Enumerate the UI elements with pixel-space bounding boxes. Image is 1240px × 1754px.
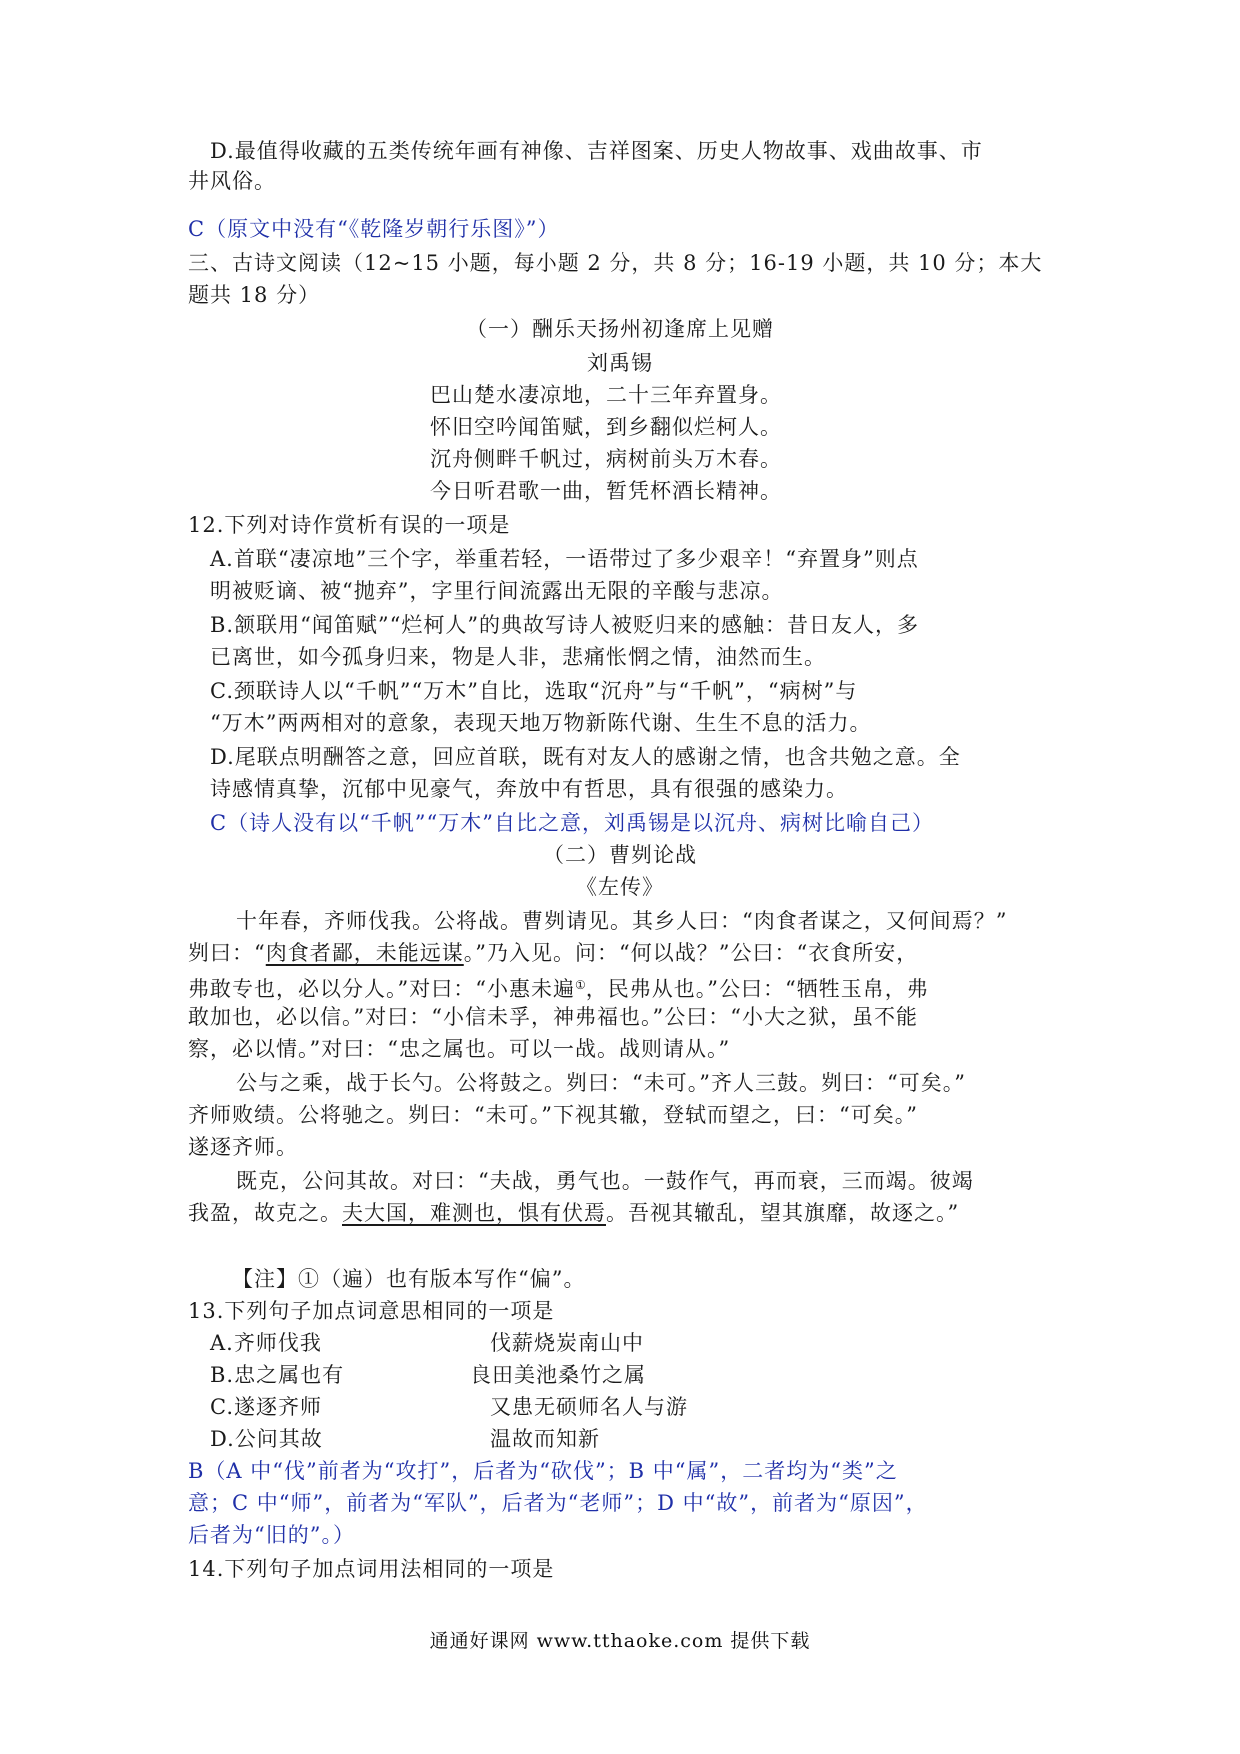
q13-option-left: A.齐师伐我 bbox=[210, 1331, 322, 1355]
q12-stem: 12.下列对诗作赏析有误的一项是 bbox=[188, 513, 511, 537]
q13-option-right: 良田美池桑竹之属 bbox=[470, 1363, 646, 1387]
q12-option-d-line2: 诗感情真挚，沉郁中见豪气，奔放中有哲思，具有很强的感染力。 bbox=[210, 777, 848, 801]
q11-option-d-line2: 井风俗。 bbox=[188, 169, 276, 193]
poem-author: 刘禹锡 bbox=[587, 351, 653, 375]
q13-stem: 13.下列句子加点词意思相同的一项是 bbox=[188, 1299, 555, 1323]
prose-p1-line4: 敢加也，必以信。”对曰：“小信未孚，神弗福也。”公曰：“小大之狱，虽不能 bbox=[188, 1005, 918, 1029]
section3-heading-line1: 三、古诗文阅读（12~15 小题，每小题 2 分，共 8 分；16-19 小题，共 10 分；本大 bbox=[188, 251, 1043, 275]
q13-option-right: 又患无硕师名人与游 bbox=[490, 1395, 688, 1419]
poem-line: 沉舟侧畔千帆过，病树前头万木春。 bbox=[430, 447, 782, 471]
poem-title: （一）酬乐天扬州初逢席上见赠 bbox=[466, 317, 774, 341]
underlined-sentence: 肉食者鄙，未能远谋 bbox=[265, 941, 464, 965]
poem-line: 怀旧空吟闻笛赋，到乡翻似烂柯人。 bbox=[430, 415, 782, 439]
q12-option-b-line2: 已离世，如今孤身归来，物是人非，悲痛怅惘之情，油然而生。 bbox=[210, 645, 826, 669]
prose-p2-line2: 齐师败绩。公将驰之。刿曰：“未可。”下视其辙，登轼而望之，曰：“可矣。” bbox=[188, 1103, 918, 1127]
q13-option-left: C.遂逐齐师 bbox=[210, 1395, 322, 1419]
poem-line: 巴山楚水凄凉地，二十三年弃置身。 bbox=[430, 383, 782, 407]
q13-answer-line1: B（A 中“伐”前者为“攻打”，后者为“砍伐”；B 中“属”，二者均为“类”之 bbox=[188, 1459, 898, 1483]
prose-p3-line2: 我盈，故克之。夫大国，难测也，惧有伏焉。吾视其辙乱，望其旗靡，故逐之。” bbox=[188, 1201, 960, 1225]
q11-answer: C（原文中没有“《乾隆岁朝行乐图》”） bbox=[188, 217, 560, 241]
q12-option-c-line1: C.颈联诗人以“千帆”“万木”自比，选取“沉舟”与“千帆”，“病树”与 bbox=[210, 679, 858, 703]
q11-option-d-line1: D.最值得收藏的五类传统年画有神像、吉祥图案、历史人物故事、戏曲故事、市 bbox=[210, 139, 983, 163]
prose-source: 《左传》 bbox=[576, 875, 664, 899]
prose-p1-line5: 察，必以情。”对曰：“忠之属也。可以一战。战则请从。” bbox=[188, 1037, 731, 1061]
q14-stem: 14.下列句子加点词用法相同的一项是 bbox=[188, 1557, 555, 1581]
prose-p2-line1: 公与之乘，战于长勺。公将鼓之。刿曰：“未可。”齐人三鼓。刿曰：“可矣。” bbox=[236, 1071, 966, 1095]
prose-note: 【注】①（遍）也有版本写作“偏”。 bbox=[232, 1267, 586, 1291]
prose-p1-line2: 刿曰：“肉食者鄙，未能远谋。”乃入见。问：“何以战？”公曰：“衣食所安， bbox=[188, 941, 919, 965]
prose-p3-line1: 既克，公问其故。对曰：“夫战，勇气也。一鼓作气，再而衰，三而竭。彼竭 bbox=[236, 1169, 974, 1193]
q13-option-left: D.公问其故 bbox=[210, 1427, 323, 1451]
underlined-sentence: 夫大国，难测也，惧有伏焉 bbox=[342, 1201, 606, 1225]
q12-option-a-line2: 明被贬谪、被“抛弃”，字里行间流露出无限的辛酸与悲凉。 bbox=[210, 579, 784, 603]
section3-heading-line2: 题共 18 分） bbox=[188, 283, 321, 307]
q12-option-c-line2: “万木”两两相对的意象，表现天地万物新陈代谢、生生不息的活力。 bbox=[210, 711, 872, 735]
prose-p1-line1: 十年春，齐师伐我。公将战。曹刿请见。其乡人曰：“肉食者谋之，又何间焉？” bbox=[236, 909, 1008, 933]
prose-p2-line3: 遂逐齐师。 bbox=[188, 1135, 298, 1159]
q13-answer-line3: 后者为“旧的”。） bbox=[188, 1523, 355, 1547]
q12-option-d-line1: D.尾联点明酬答之意，回应首联，既有对友人的感谢之情，也含共勉之意。全 bbox=[210, 745, 961, 769]
q13-option-right: 温故而知新 bbox=[490, 1427, 600, 1451]
prose-p1-line3: 弗敢专也，必以分人。”对曰：“小惠未遍①，民弗从也。”公曰：“牺牲玉帛，弗 bbox=[188, 977, 929, 1001]
poem-line: 今日听君歌一曲，暂凭杯酒长精神。 bbox=[430, 479, 782, 503]
q12-option-b-line1: B.颔联用“闻笛赋”“烂柯人”的典故写诗人被贬归来的感触：昔日友人，多 bbox=[210, 613, 920, 637]
q13-answer-line2: 意；C 中“师”，前者为“军队”，后者为“老师”；D 中“故”，前者为“原因”， bbox=[188, 1491, 928, 1515]
prose-title: （二）曹刿论战 bbox=[543, 843, 697, 867]
footnote-marker: ① bbox=[574, 978, 586, 992]
q12-answer: C（诗人没有以“千帆”“万木”自比之意，刘禹锡是以沉舟、病树比喻自己） bbox=[210, 811, 935, 835]
q13-option-left: B.忠之属也有 bbox=[210, 1363, 345, 1387]
q13-option-right: 伐薪烧炭南山中 bbox=[490, 1331, 644, 1355]
q12-option-a-line1: A.首联“凄凉地”三个字，举重若轻，一语带过了多少艰辛！“弃置身”则点 bbox=[210, 547, 919, 571]
footer-text: 通通好课网 www.tthaoke.com 提供下载 bbox=[429, 1630, 811, 1652]
